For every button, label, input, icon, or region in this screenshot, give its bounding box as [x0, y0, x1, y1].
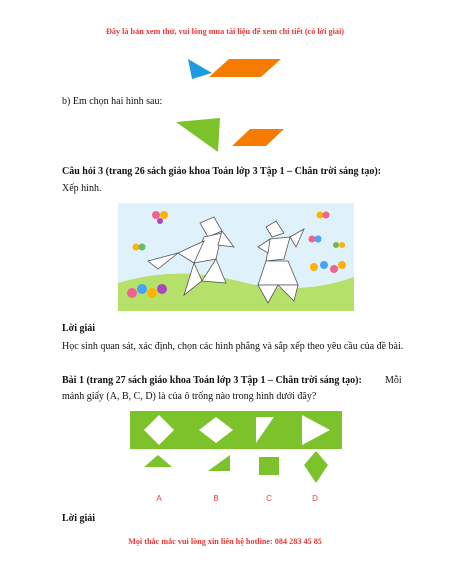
part-b-label: b) Em chọn hai hình sau:: [62, 96, 163, 107]
question-3-task: Xếp hình.: [62, 183, 102, 194]
label-d: D: [312, 494, 318, 503]
orange-parallelogram: [232, 129, 284, 146]
solution-heading: Lời giải: [62, 323, 96, 334]
solution-text: Học sinh quan sát, xác định, chọn các hình phẳng và sắp xếp theo yêu cầu của đề bài.: [62, 341, 404, 352]
piece-d: [304, 451, 328, 483]
shape-pair-a: [184, 55, 284, 85]
label-b: B: [213, 494, 219, 503]
solution-heading-2: Lời giải: [62, 513, 96, 524]
tangram-illustration: [118, 203, 354, 311]
piece-c: [259, 457, 279, 475]
label-c: C: [266, 494, 272, 503]
piece-a: [144, 455, 172, 467]
exercise-1-text-start: Mỗi: [385, 375, 402, 386]
preview-notice: Đây là bản xem thử, vui lòng mua tài liệu để xem chi tiết (có lời giải): [105, 27, 344, 36]
shape-pair-b: [174, 116, 284, 156]
footer-hotline: Mọi thắc mắc vui lòng xin liên hệ hotline: 084 283 45 85: [128, 537, 322, 546]
exercise-1-question: mảnh giấy (A, B, C, D) là của ô trống nào trong hình dưới đây?: [62, 391, 317, 402]
label-a: A: [156, 494, 162, 503]
exercise-1-title: Bài 1 (trang 27 sách giáo khoa Toán lớp 3 Tập 1 – Chân trời sáng tạo):: [62, 375, 362, 386]
orange-parallelogram: [209, 59, 281, 77]
blue-triangle: [188, 59, 212, 79]
question-3-title: Câu hỏi 3 (trang 26 sách giáo khoa Toán lớp 3 Tập 1 – Chân trời sáng tạo):: [62, 166, 382, 177]
puzzle-figure: [126, 409, 348, 493]
green-triangle: [176, 118, 220, 152]
piece-b: [208, 455, 230, 471]
